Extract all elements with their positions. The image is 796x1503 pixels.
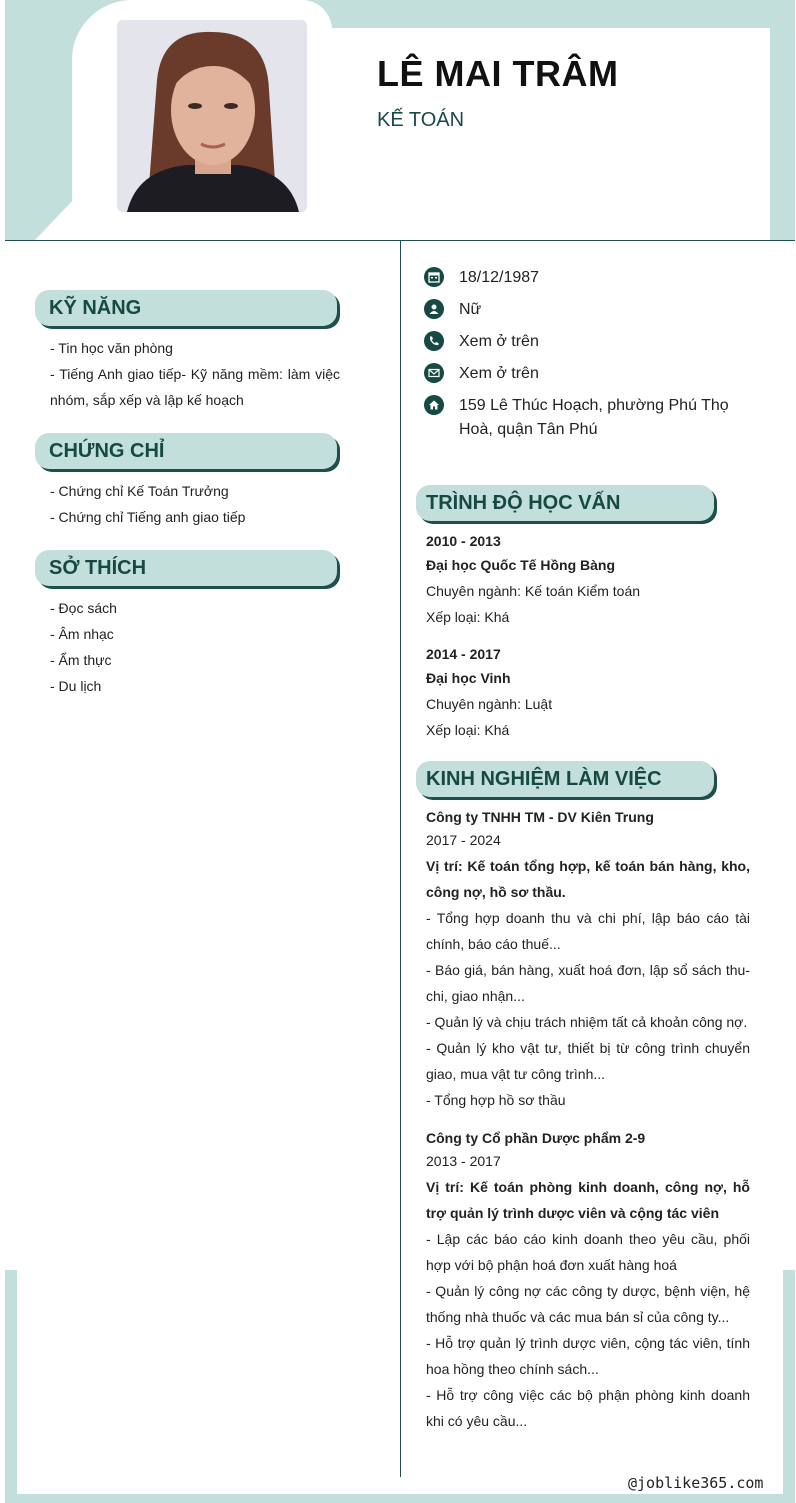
education-years: 2014 - 2017 <box>426 646 501 662</box>
job-position: Vị trí: Kế toán phòng kinh doanh, công nợ, hỗ trợ quản lý trình dược viên và cộng tác viên <box>426 1179 750 1221</box>
phone-icon <box>424 331 444 351</box>
candidate-name: LÊ MAI TRÂM <box>377 53 619 94</box>
job-task: - Lập các báo cáo kinh doanh theo yêu cầu, phối hợp với bộ phận hoá đơn xuất hàng hoá <box>426 1231 750 1273</box>
home-icon <box>424 395 444 415</box>
contact-email: Xem ở trên <box>424 362 764 386</box>
education-school: Đại học Quốc Tế Hồng Bàng <box>426 557 616 573</box>
list-item: - Du lịch <box>50 678 102 694</box>
profile-photo <box>117 20 307 212</box>
contact-birthday: 18/12/1987 <box>424 266 764 290</box>
education-years: 2010 - 2013 <box>426 533 501 549</box>
user-icon <box>424 299 444 319</box>
list-item: - Âm nhạc <box>50 626 114 642</box>
watermark-text: @joblike365.com <box>628 1474 764 1492</box>
job-task: - Báo giá, bán hàng, xuất hoá đơn, lập sổ sách thu-chi, giao nhận... <box>426 962 750 1004</box>
list-item: - Đọc sách <box>50 600 117 616</box>
column-divider <box>400 241 401 1477</box>
job-years: 2013 - 2017 <box>426 1153 501 1169</box>
job-task: - Quản lý kho vật tư, thiết bị từ công trình chuyển giao, mua vật tư công trình... <box>426 1040 750 1082</box>
hobbies-title: SỞ THÍCH <box>35 550 337 586</box>
job-entry <box>426 804 750 1113</box>
contact-gender: Nữ <box>424 298 764 322</box>
header-notch <box>300 0 770 28</box>
list-item: - Tiếng Anh giao tiếp- Kỹ năng mềm: làm việc nhóm, sắp xếp và lập kế hoạch <box>50 366 340 408</box>
job-task: - Quản lý công nợ các công ty dược, bệnh viện, hệ thống nhà thuốc và các mua bán sỉ của công ty... <box>426 1283 750 1325</box>
calendar-icon <box>424 267 444 287</box>
job-task: - Tổng hợp hồ sơ thầu <box>426 1092 566 1108</box>
education-entry <box>426 528 750 630</box>
job-entry <box>426 1125 750 1434</box>
job-task: - Hỗ trợ quản lý trình dược viên, cộng tác viên, tính hoa hồng theo chính sách... <box>426 1335 750 1377</box>
list-item: - Chứng chỉ Kế Toán Trưởng <box>50 483 229 499</box>
mail-icon <box>424 363 444 383</box>
contact-phone: Xem ở trên <box>424 330 764 354</box>
header-corner-decoration <box>35 198 75 240</box>
education-rank: Xếp loại: Khá <box>426 609 510 625</box>
certificates-list <box>50 478 340 530</box>
certificates-title: CHỨNG CHỈ <box>35 433 337 469</box>
education-major: Chuyên ngành: Kế toán Kiểm toán <box>426 583 641 599</box>
job-position: Vị trí: Kế toán tổng hợp, kế toán bán hàng, kho, công nợ, hồ sơ thầu. <box>426 858 750 900</box>
education-title: TRÌNH ĐỘ HỌC VẤN <box>416 485 714 521</box>
education-entry <box>426 641 750 743</box>
education-school: Đại học Vinh <box>426 670 511 686</box>
job-company: Công ty TNHH TM - DV Kiên Trung <box>426 809 654 825</box>
candidate-role: KẾ TOÁN <box>377 109 465 131</box>
education-major: Chuyên ngành: Luật <box>426 696 553 712</box>
experience-title: KINH NGHIỆM LÀM VIỆC <box>416 761 714 797</box>
contact-address: 159 Lê Thúc Hoạch, phường Phú Thọ Hoà, quận Tân Phú <box>424 394 764 442</box>
education-rank: Xếp loại: Khá <box>426 722 510 738</box>
job-task: - Quản lý và chịu trách nhiệm tất cả khoản công nợ. <box>426 1014 748 1030</box>
list-item: - Ẩm thực <box>50 652 112 668</box>
job-company: Công ty Cổ phần Dược phẩm 2-9 <box>426 1130 646 1146</box>
list-item: - Chứng chỉ Tiếng anh giao tiếp <box>50 509 246 525</box>
job-years: 2017 - 2024 <box>426 832 501 848</box>
list-item: - Tin học văn phòng <box>50 340 173 356</box>
skills-title: KỸ NĂNG <box>35 290 337 326</box>
job-task: - Tổng hợp doanh thu và chi phí, lập báo cáo tài chính, báo cáo thuế... <box>426 910 750 952</box>
job-task: - Hỗ trợ công việc các bộ phận phòng kinh doanh khi có yêu cầu... <box>426 1387 750 1429</box>
hobbies-list <box>50 595 340 699</box>
skills-list <box>50 335 340 413</box>
